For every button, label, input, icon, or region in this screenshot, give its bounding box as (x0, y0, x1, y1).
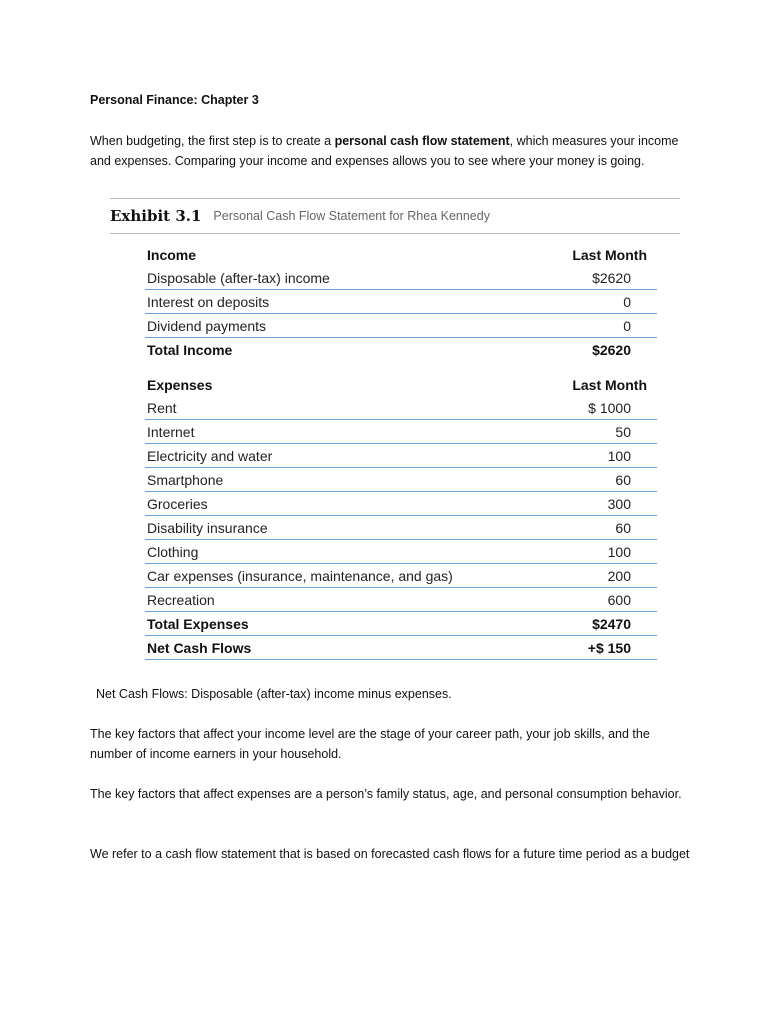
expense-row-value: 100 (607, 543, 631, 560)
income-row (145, 266, 657, 290)
cash-flow-table (145, 243, 657, 660)
expense-row (145, 468, 657, 492)
income-header-label: Income (147, 246, 197, 263)
expense-row-value: 300 (607, 495, 631, 512)
expense-row-label: Groceries (147, 495, 208, 512)
total-income-label: Total Income (147, 341, 233, 358)
income-row (145, 290, 657, 314)
total-expenses-label: Total Expenses (147, 615, 249, 632)
expense-row (145, 420, 657, 444)
net-cash-flows-row (145, 636, 657, 660)
expense-row-value: 600 (607, 591, 631, 608)
income-factors-paragraph: The key factors that affect your income level are the stage of your career path, your job skills, and the number of income earners in your household. (90, 727, 650, 761)
expense-row (145, 492, 657, 516)
expense-row-label: Electricity and water (147, 447, 273, 464)
income-row-label: Interest on deposits (147, 293, 270, 310)
expense-row-value: 60 (615, 519, 631, 536)
expense-row-label: Disability insurance (147, 519, 268, 536)
expense-factors-paragraph: The key factors that affect expenses are a person’s family status, age, and personal consumption behavior. (90, 787, 682, 801)
income-row-value: 0 (623, 317, 631, 334)
expense-row-label: Car expenses (insurance, maintenance, and gas) (147, 567, 453, 584)
exhibit-number: Exhibit 3.1 (110, 207, 202, 225)
total-income-row (145, 338, 657, 361)
intro-text-end: , which measures your income and expenses. Comparing your income and expenses allows you to see where your money is going. (90, 134, 679, 168)
exhibit-figure (110, 198, 680, 660)
expense-row (145, 444, 657, 468)
total-income-value: $2620 (592, 341, 631, 358)
expense-row-value: 50 (615, 423, 631, 440)
income-row-value: 0 (623, 293, 631, 310)
exhibit-caption: Personal Cash Flow Statement for Rhea Kennedy (213, 209, 490, 223)
intro-paragraph (90, 131, 690, 171)
expenses-header-label: Expenses (147, 376, 213, 393)
expense-row-value: $ 1000 (588, 399, 631, 416)
exhibit-header (110, 198, 680, 234)
expense-row-label: Recreation (147, 591, 215, 608)
income-row-value: $2620 (592, 269, 631, 286)
expense-row-label: Internet (147, 423, 195, 440)
net-cash-flows-note: Net Cash Flows: Disposable (after-tax) income minus expenses. (96, 687, 452, 701)
expenses-header-row (145, 373, 657, 396)
expense-row-value: 200 (607, 567, 631, 584)
budget-definition-paragraph: We refer to a cash flow statement that is based on forecasted cash flows for a future time period as a budget (90, 847, 690, 861)
page-title: Personal Finance: Chapter 3 (90, 93, 259, 107)
expense-row-value: 100 (607, 447, 631, 464)
net-cash-flows-label: Net Cash Flows (147, 639, 252, 656)
expenses-header-col: Last Month (572, 376, 647, 393)
expense-row-label: Smartphone (147, 471, 224, 488)
expense-row (145, 540, 657, 564)
expense-row (145, 564, 657, 588)
income-row-label: Dividend payments (147, 317, 267, 334)
total-expenses-value: $2470 (592, 615, 631, 632)
income-row (145, 314, 657, 338)
expense-row (145, 588, 657, 612)
expense-row-label: Clothing (147, 543, 199, 560)
expense-row (145, 396, 657, 420)
section-spacer (145, 361, 657, 373)
intro-text-start: When budgeting, the first step is to create a (90, 134, 335, 148)
intro-bold-term: personal cash flow statement (334, 134, 510, 148)
expense-row-value: 60 (615, 471, 631, 488)
income-header-col: Last Month (572, 246, 647, 263)
expense-row-label: Rent (147, 399, 177, 416)
income-row-label: Disposable (after-tax) income (147, 269, 330, 286)
expense-rows (145, 396, 657, 612)
expense-row (145, 516, 657, 540)
income-header-row (145, 243, 657, 266)
income-rows (145, 266, 657, 338)
total-expenses-row (145, 612, 657, 636)
net-cash-flows-value: +$ 150 (587, 639, 631, 656)
